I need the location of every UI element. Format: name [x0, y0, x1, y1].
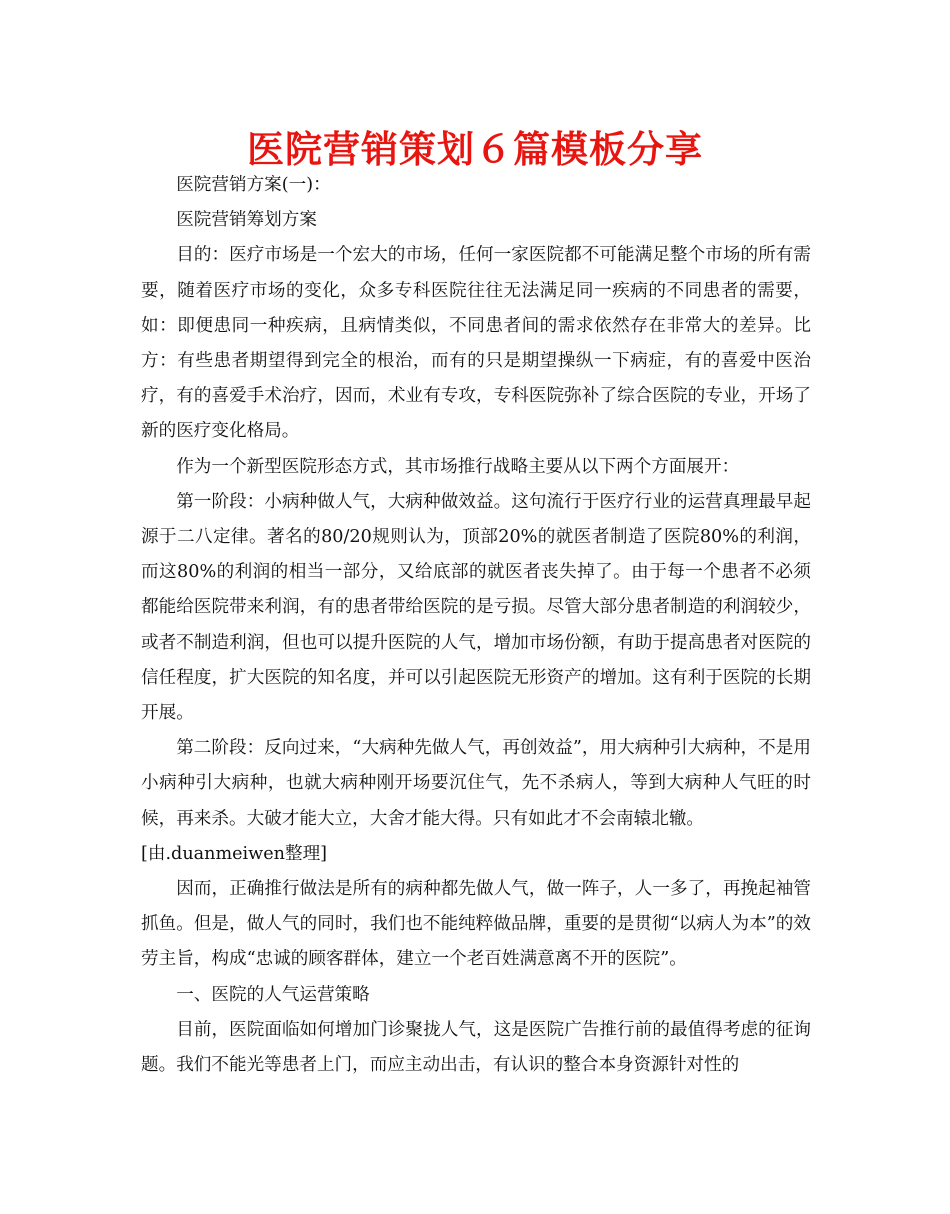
paragraph-source-note: [由.duanmeiwen整理] [141, 843, 328, 864]
paragraph-purpose: 目的：医疗市场是一个宏大的市场，任何一家医院都不可能满足整个市场的所有需要，随着医疗市场的变化，众多专科医院往往无法满足同一疾病的不同患者的需要，如：即便患同一种疾病，且病情类似，不同患者间的需求依然存在非常大的差异。比方：有些患者期望得到完全的根治，而有的只是期望操纵一下病症，有的喜爱中医治疗，有的喜爱手术治疗，因而，术业有专攻，专科医院弥补了综合医院的专业，开场了新的医疗变化格局。 [141, 245, 811, 442]
paragraph-stage-one: 第一阶段：小病种做人气，大病种做效益。这句流行于医疗行业的运营真理最早起源于二八定律。著名的80/20规则认为，顶部20%的就医者制造了医院80%的利润，而这80%的利润的相当一部分，又给底部的就医者丧失掉了。由于每一个患者不必须都能给医院带来利润，有的患者带给医院的是亏损。尽管大部分患者制造的利润较少，或者不制造利润，但也可以提升医院的人气，增加市场份额，有助于提高患者对医院的信任程度，扩大医院的知名度，并可以引起医院无形资产的增加。这有利于医院的长期开展。 [141, 491, 811, 724]
paragraph-strategy-intro: 作为一个新型医院形态方式，其市场推行战略主要从以下两个方面展开： [176, 456, 740, 477]
paragraph-subtitle: 医院营销筹划方案 [176, 210, 317, 231]
paragraph-section-heading: 医院营销方案(一)： [176, 175, 331, 195]
paragraph-heading-one: 一、医院的人气运营策略 [176, 984, 370, 1005]
paragraph-conclusion: 因而，正确推行做法是所有的病种都先做人气，做一阵子，人一多了，再挽起袖管抓鱼。但是，做人气的同时，我们也不能纯粹做品牌，重要的是贯彻“以病人为本”的效劳主旨，构成“忠诚的顾客群体，建立一个老百姓满意离不开的医院”。 [141, 879, 811, 970]
document-body [141, 168, 811, 1083]
document-title: 医院营销策划６篇模板分享 [247, 128, 703, 171]
paragraph-stage-two: 第二阶段：反向过来，“大病种先做人气，再创效益”，用大病种引大病种，不是用小病种引大病种，也就大病种刚开场要沉住气，先不杀病人，等到大病种人气旺的时候，再来杀。大破才能大立，大舍才能大得。只有如此才不会南辕北辙。 [141, 738, 811, 829]
paragraph-current-situation: 目前，医院面临如何增加门诊聚拢人气，这是医院广告推行前的最值得考虑的征询题。我们不能光等患者上门，而应主动出击，有认识的整合本身资源针对性的 [141, 1019, 811, 1076]
